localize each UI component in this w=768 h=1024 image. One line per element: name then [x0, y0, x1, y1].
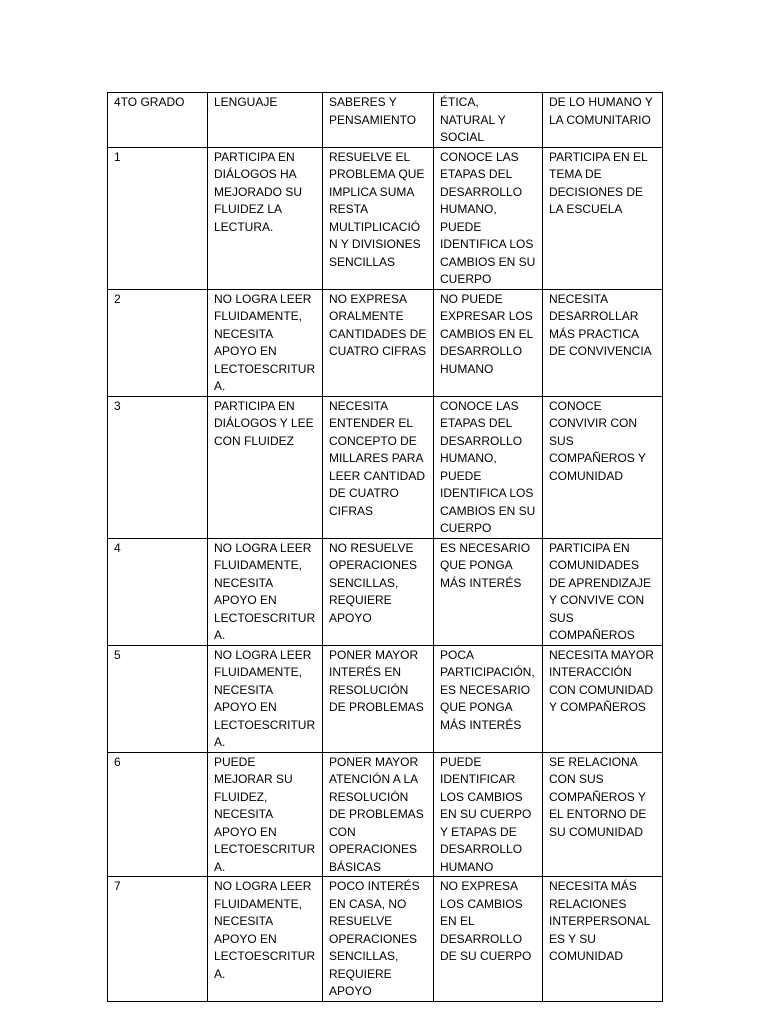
table-cell: CONOCE LAS ETAPAS DEL DESARROLLO HUMANO, PUEDE IDENTIFICA LOS CAMBIOS EN SU CUERPO: [434, 396, 543, 538]
table-cell: PARTICIPA EN COMUNIDADES DE APRENDIZAJE Y CONVIVE CON SUS COMPAÑEROS: [543, 538, 663, 645]
table-row: [108, 752, 663, 877]
table-row: [108, 877, 663, 1002]
header-lenguaje: LENGUAJE: [208, 93, 323, 148]
header-grade: 4TO GRADO: [108, 93, 208, 148]
table-cell-number: 7: [108, 877, 208, 1002]
table-cell: NO LOGRA LEER FLUIDAMENTE, NECESITA APOYO EN LECTOESCRITURA.: [208, 645, 323, 752]
table-cell: ES NECESARIO QUE PONGA MÁS INTERÉS: [434, 538, 543, 645]
table-cell-number: 2: [108, 289, 208, 396]
table-row: [108, 645, 663, 752]
table-cell: SE RELACIONA CON SUS COMPAÑEROS Y EL ENTORNO DE SU COMUNIDAD: [543, 752, 663, 877]
table-cell: NO RESUELVE OPERACIONES SENCILLAS, REQUIERE APOYO: [323, 538, 434, 645]
table-cell: NECESITA DESARROLLAR MÁS PRACTICA DE CONVIVENCIA: [543, 289, 663, 396]
table-cell-number: 3: [108, 396, 208, 538]
table-cell: PONER MAYOR ATENCIÓN A LA RESOLUCIÓN DE PROBLEMAS CON OPERACIONES BÁSICAS: [323, 752, 434, 877]
table-cell: CONOCE CONVIVIR CON SUS COMPAÑEROS Y COMUNIDAD: [543, 396, 663, 538]
table-cell: NECESITA ENTENDER EL CONCEPTO DE MILLARES PARA LEER CANTIDAD DE CUATRO CIFRAS: [323, 396, 434, 538]
table-cell: NO EXPRESA ORALMENTE CANTIDADES DE CUATRO CIFRAS: [323, 289, 434, 396]
table-cell: PUEDE IDENTIFICAR LOS CAMBIOS EN SU CUERPO Y ETAPAS DE DESARROLLO HUMANO: [434, 752, 543, 877]
table-row: [108, 538, 663, 645]
table-row: [108, 289, 663, 396]
table-row: [108, 396, 663, 538]
table-cell: POCA PARTICIPACIÓN, ES NECESARIO QUE PONGA MÁS INTERÉS: [434, 645, 543, 752]
table-cell: NO LOGRA LEER FLUIDAMENTE, NECESITA APOYO EN LECTOESCRITURA.: [208, 289, 323, 396]
table-cell: CONOCE LAS ETAPAS DEL DESARROLLO HUMANO, PUEDE IDENTIFICA LOS CAMBIOS EN SU CUERPO: [434, 147, 543, 289]
table-cell: NO EXPRESA LOS CAMBIOS EN EL DESARROLLO DE SU CUERPO: [434, 877, 543, 1002]
header-etica: ÉTICA, NATURAL Y SOCIAL: [434, 93, 543, 148]
table-cell: NO LOGRA LEER FLUIDAMENTE, NECESITA APOYO EN LECTOESCRITURA.: [208, 538, 323, 645]
header-saberes: SABERES Y PENSAMIENTO: [323, 93, 434, 148]
table-cell: PONER MAYOR INTERÉS EN RESOLUCIÓN DE PROBLEMAS: [323, 645, 434, 752]
table-row: [108, 147, 663, 289]
header-humano: DE LO HUMANO Y LA COMUNITARIO: [543, 93, 663, 148]
evaluation-table: [107, 92, 663, 1002]
table-cell: POCO INTERÉS EN CASA, NO RESUELVE OPERACIONES SENCILLAS, REQUIERE APOYO: [323, 877, 434, 1002]
table-cell: NO PUEDE EXPRESAR LOS CAMBIOS EN EL DESARROLLO HUMANO: [434, 289, 543, 396]
table-cell: PARTICIPA EN DIÁLOGOS HA MEJORADO SU FLUIDEZ LA LECTURA.: [208, 147, 323, 289]
table-header-row: [108, 93, 663, 148]
table-cell: NO LOGRA LEER FLUIDAMENTE, NECESITA APOYO EN LECTOESCRITURA.: [208, 877, 323, 1002]
table-cell: PARTICIPA EN DIÁLOGOS Y LEE CON FLUIDEZ: [208, 396, 323, 538]
table-cell-number: 4: [108, 538, 208, 645]
table-cell: NECESITA MÁS RELACIONES INTERPERSONALES Y SU COMUNIDAD: [543, 877, 663, 1002]
table-cell-number: 1: [108, 147, 208, 289]
table-cell: PARTICIPA EN EL TEMA DE DECISIONES DE LA ESCUELA: [543, 147, 663, 289]
table-cell-number: 6: [108, 752, 208, 877]
table-cell: NECESITA MAYOR INTERACCIÓN CON COMUNIDAD Y COMPAÑEROS: [543, 645, 663, 752]
table-cell: PUEDE MEJORAR SU FLUIDEZ, NECESITA APOYO EN LECTOESCRITURA.: [208, 752, 323, 877]
table-cell-number: 5: [108, 645, 208, 752]
table-cell: RESUELVE EL PROBLEMA QUE IMPLICA SUMA RESTA MULTIPLICACIÓN Y DIVISIONES SENCILLAS: [323, 147, 434, 289]
